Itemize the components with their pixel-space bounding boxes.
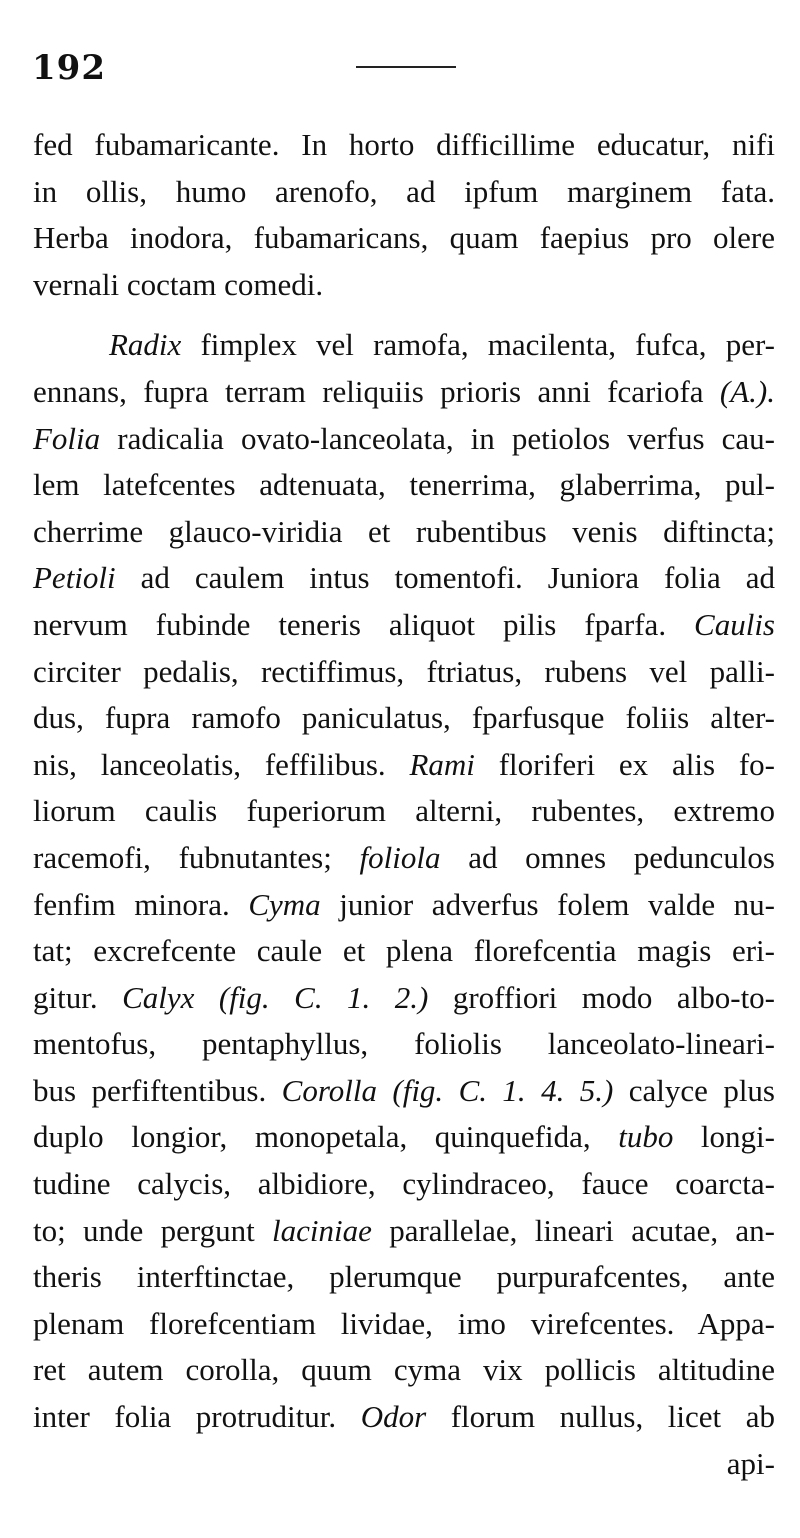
- text-segment: to; unde pergunt: [33, 1212, 273, 1248]
- text-line: [33, 649, 775, 696]
- text-line: [33, 1394, 775, 1441]
- body-text: [33, 122, 775, 1487]
- text-line: [33, 322, 775, 369]
- text-line: [33, 1114, 775, 1161]
- text-segment: bus perfiftentibus.: [33, 1072, 282, 1108]
- italic-term: Corolla (fig. C. 1. 4. 5.): [281, 1072, 614, 1108]
- italic-term: Petioli: [33, 560, 116, 596]
- text-segment: cherrime glauco-viridia et rubentibus venis diftincta;: [33, 513, 775, 549]
- text-line: [33, 215, 775, 262]
- italic-term: Folia: [33, 420, 101, 456]
- text-segment: nervum fubinde teneris aliquot pilis fparfa.: [33, 606, 695, 642]
- text-segment: theris interftinctae, plerumque purpurafcentes, ante: [33, 1259, 775, 1295]
- text-line: [33, 1021, 775, 1068]
- text-segment: groffiori modo albo-to-: [428, 979, 776, 1015]
- text-segment: liorum caulis fuperiorum alterni, rubentes, extremo: [33, 793, 775, 829]
- text-line: [33, 462, 775, 509]
- text-segment: in ollis, humo arenofo, ad ipfum marginem fata.: [33, 173, 775, 209]
- text-line: [33, 555, 775, 602]
- text-line: [33, 1347, 775, 1394]
- text-segment: parallelae, lineari acutae, an-: [371, 1212, 776, 1248]
- text-line: [33, 928, 775, 975]
- text-line: [33, 975, 775, 1022]
- text-segment: radicalia ovato-lanceolata, in petiolos verfus cau-: [100, 420, 775, 456]
- text-segment: fed fubamaricante. In horto difficillime educatur, nifi: [33, 127, 775, 162]
- text-segment: longi-: [673, 1119, 775, 1155]
- text-line: [33, 602, 775, 649]
- text-segment: nis, lanceolatis, feffilibus.: [33, 746, 410, 782]
- text-segment: racemofi, fubnutantes;: [33, 839, 360, 875]
- header-rule: [356, 66, 456, 68]
- text-line: [33, 835, 775, 882]
- italic-term: laciniae: [272, 1212, 372, 1248]
- text-line: [33, 742, 775, 789]
- text-line: [33, 1208, 775, 1255]
- text-segment: florum nullus, licet ab: [426, 1399, 775, 1435]
- text-segment: dus, fupra ramofo paniculatus, fparfusque foliis alter-: [33, 700, 775, 736]
- text-segment: Herba inodora, fubamaricans, quam faepius pro olere: [33, 220, 775, 256]
- text-line: [33, 1441, 775, 1488]
- text-line: [33, 695, 775, 742]
- text-segment: lem latefcentes adtenuata, tenerrima, glaberrima, pul-: [33, 467, 775, 503]
- text-segment: ad omnes pedunculos: [440, 839, 775, 875]
- text-line: [33, 369, 775, 416]
- text-segment: vernali coctam comedi.: [33, 266, 324, 302]
- italic-term: Cyma: [248, 886, 321, 922]
- text-segment: plenam florefcentiam lividae, imo virefcentes. Appa-: [33, 1305, 775, 1341]
- text-segment: ennans, fupra terram reliquiis prioris anni fcariofa: [33, 373, 720, 409]
- text-line: [33, 169, 775, 216]
- text-segment: floriferi ex alis fo-: [474, 746, 775, 782]
- text-segment: circiter pedalis, rectiffimus, ftriatus, rubens vel palli-: [33, 653, 775, 689]
- text-segment: calyce plus: [613, 1072, 775, 1108]
- text-segment: api-: [726, 1445, 775, 1481]
- text-segment: tat; excrefcente caule et plena florefcentia magis eri-: [33, 933, 775, 969]
- text-segment: inter folia protruditur.: [33, 1399, 361, 1435]
- italic-term: Odor: [360, 1399, 427, 1435]
- text-segment: ad caulem intus tomentofi. Juniora folia ad: [115, 560, 775, 596]
- text-segment: ret autem corolla, quum cyma vix pollicis altitudine: [33, 1352, 775, 1388]
- italic-term: Calyx (fig. C. 1. 2.): [122, 979, 429, 1015]
- text-segment: fenfim minora.: [33, 886, 249, 922]
- italic-term: (A.).: [719, 373, 775, 409]
- italic-term: tubo: [618, 1119, 674, 1155]
- text-segment: mentofus, pentaphyllus, foliolis lanceolato-lineari-: [33, 1026, 775, 1062]
- text-segment: fimplex vel ramofa, macilenta, fufca, per-: [181, 327, 775, 363]
- text-segment: gitur.: [33, 979, 123, 1015]
- italic-term: foliola: [359, 839, 441, 875]
- paragraph-gap: [33, 308, 775, 322]
- text-line: [33, 122, 775, 169]
- text-line: [33, 1301, 775, 1348]
- text-line: [33, 262, 775, 309]
- text-segment: tudine calycis, albidiore, cylindraceo, fauce coarcta-: [33, 1166, 775, 1202]
- text-segment: duplo longior, monopetala, quinquefida,: [33, 1119, 619, 1155]
- text-segment: junior adverfus folem valde nu-: [320, 886, 775, 922]
- italic-term: Rami: [409, 746, 475, 782]
- text-line: [33, 882, 775, 929]
- italic-term: Radix: [109, 327, 182, 363]
- italic-term: Caulis: [694, 606, 775, 642]
- text-line: [33, 1161, 775, 1208]
- text-line: [33, 1254, 775, 1301]
- text-line: [33, 416, 775, 463]
- text-line: [33, 509, 775, 556]
- page-number: 192: [32, 48, 106, 88]
- text-line: [33, 1068, 775, 1115]
- text-line: [33, 788, 775, 835]
